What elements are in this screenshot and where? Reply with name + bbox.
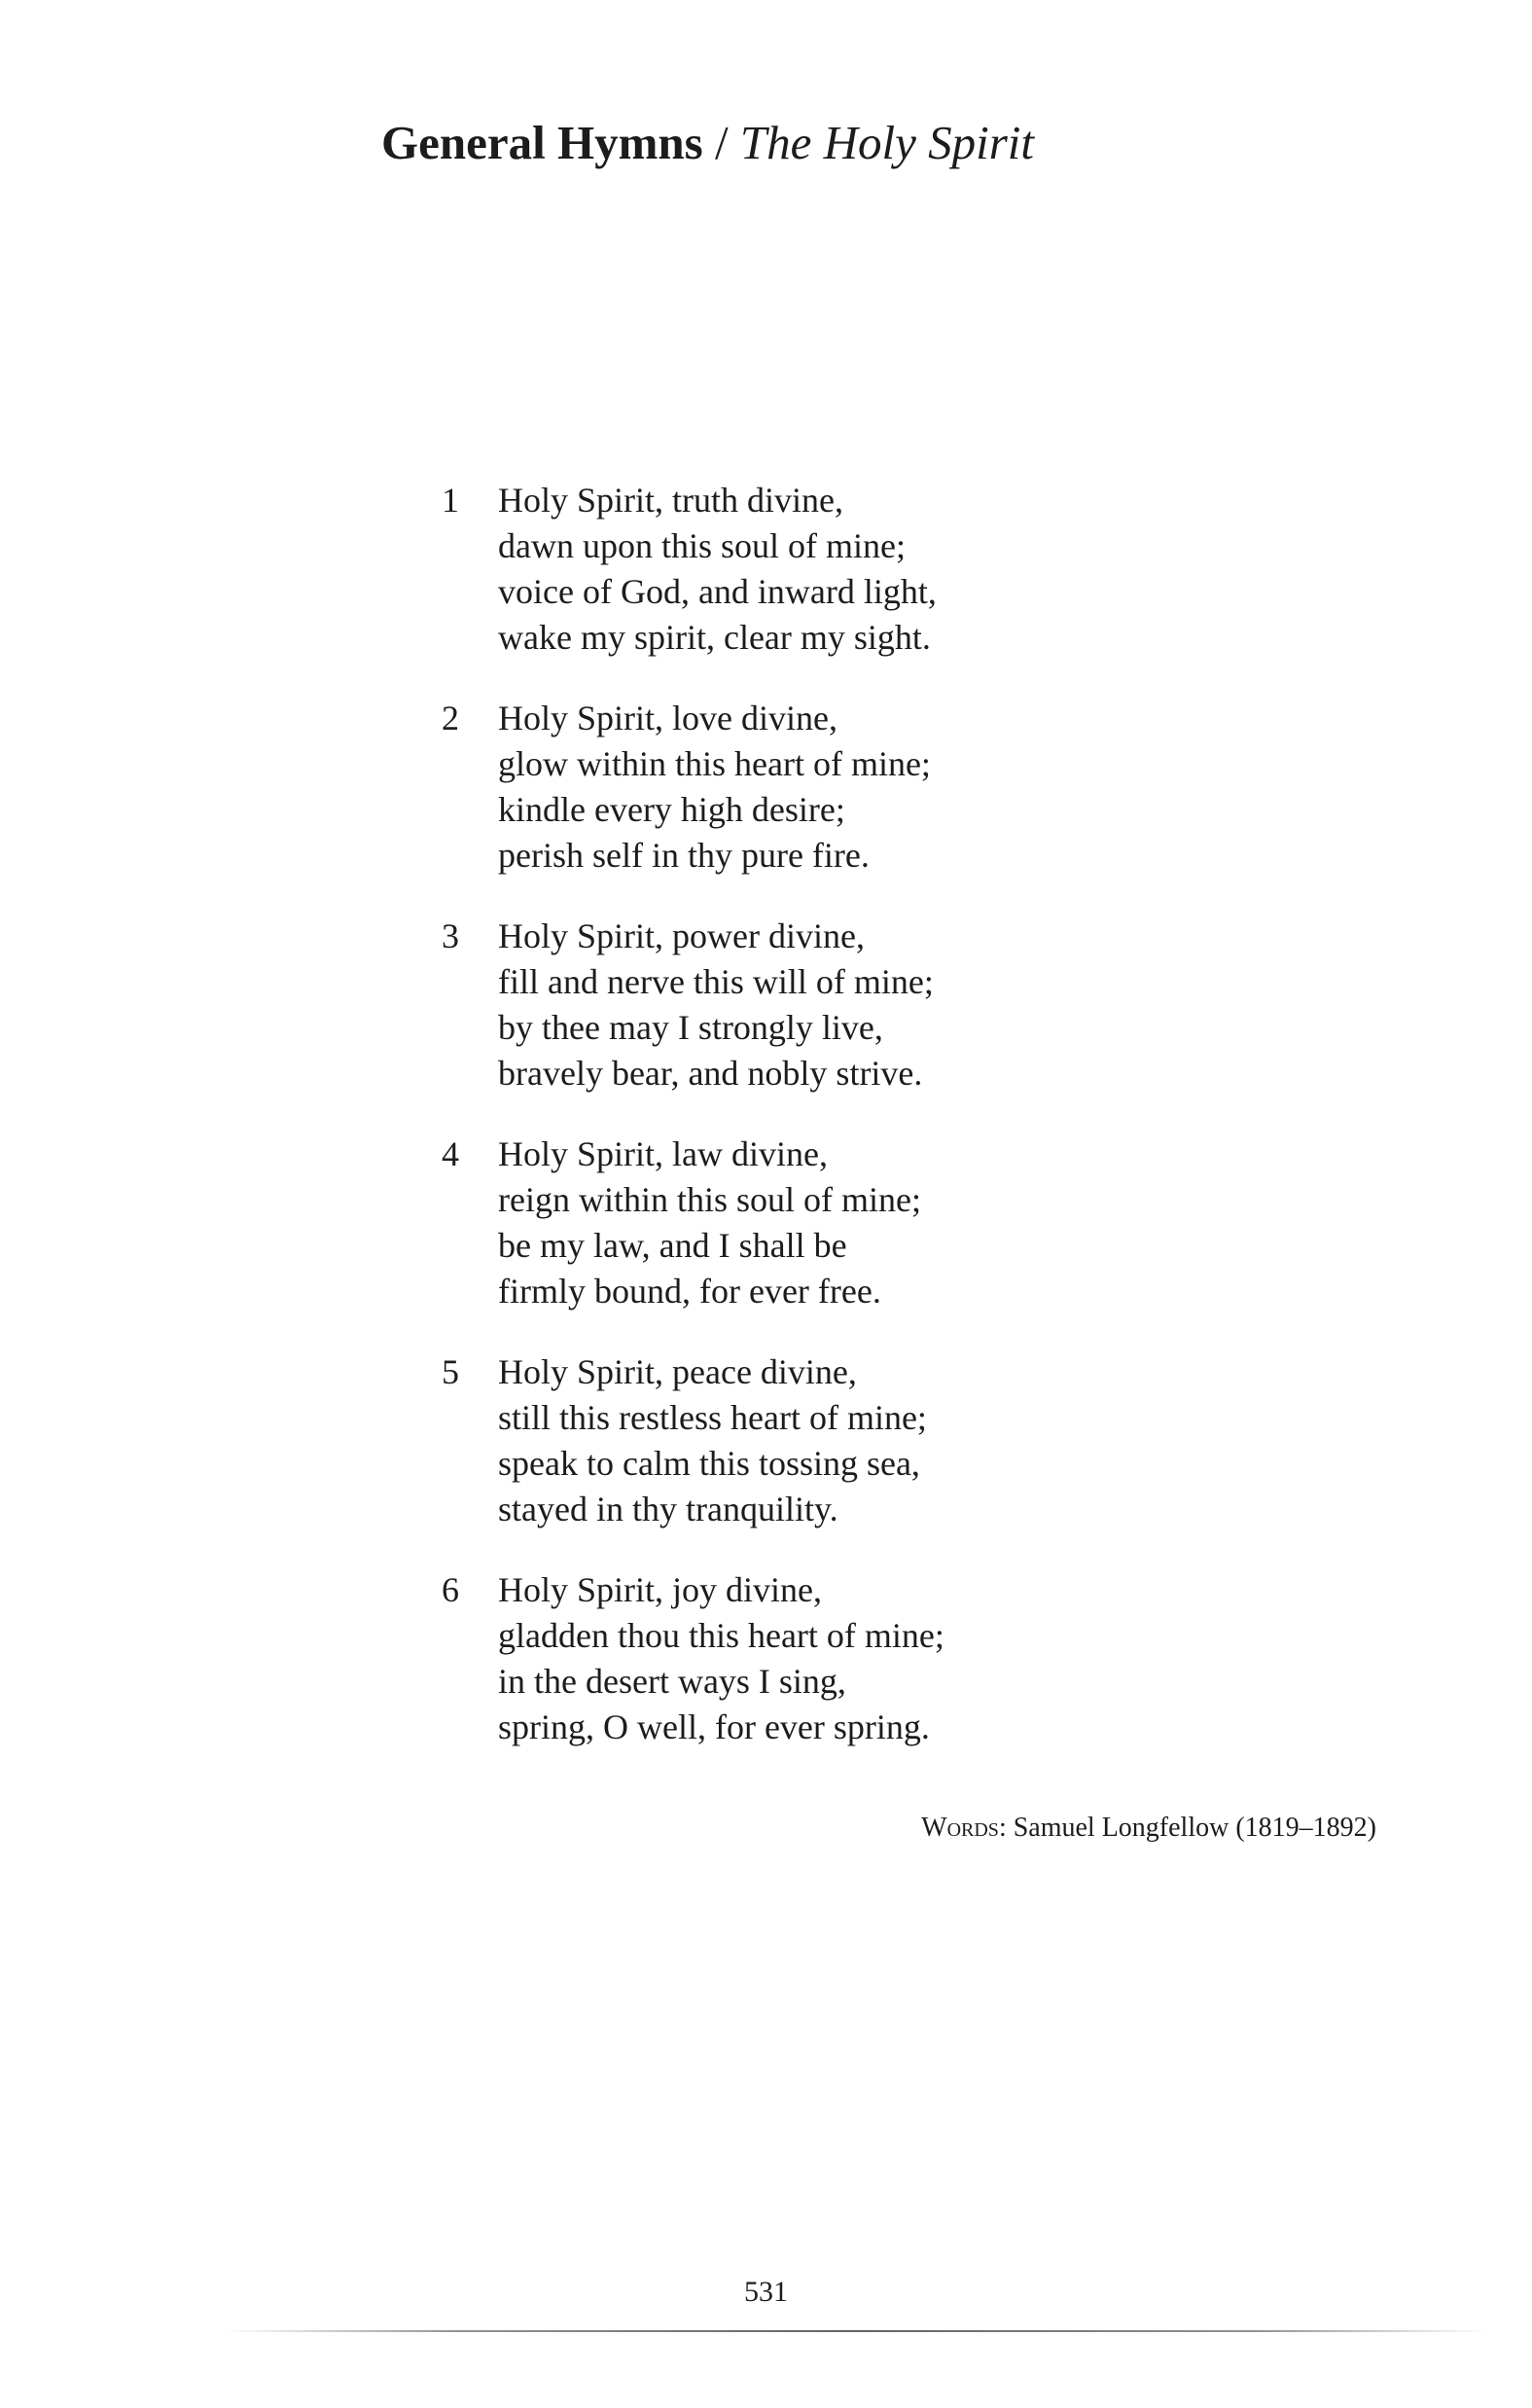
hymn-line: perish self in thy pure fire. xyxy=(498,836,870,875)
hymn-credit xyxy=(921,1813,1376,1844)
hymn-line: Holy Spirit, love divine, xyxy=(498,699,837,737)
stanza xyxy=(442,1132,1122,1314)
hymn-line: be my law, and I shall be xyxy=(498,1226,847,1265)
stanza-number: 5 xyxy=(442,1352,459,1391)
stanza-lines xyxy=(498,1349,1122,1532)
stanza-lines xyxy=(498,914,1122,1096)
stanza xyxy=(442,1567,1122,1750)
stanza-number: 2 xyxy=(442,699,459,737)
section-title: General Hymns xyxy=(381,116,703,169)
hymn-line: gladden thou this heart of mine; xyxy=(498,1616,944,1655)
stanza-lines xyxy=(498,1567,1122,1750)
page-number: 531 xyxy=(744,2276,788,2308)
hymn-line: firmly bound, for ever free. xyxy=(498,1272,881,1311)
stanza-number: 4 xyxy=(442,1134,459,1173)
hymn-line: still this restless heart of mine; xyxy=(498,1398,927,1437)
hymn-line: kindle every high desire; xyxy=(498,790,845,829)
credit-label: Words xyxy=(921,1813,999,1843)
stanza-lines xyxy=(498,696,1122,879)
hymn-line: spring, O well, for ever spring. xyxy=(498,1707,930,1746)
credit-separator: : xyxy=(998,1813,1014,1843)
hymn-line: dawn upon this soul of mine; xyxy=(498,526,906,565)
stanza xyxy=(442,914,1122,1096)
stanza-lines xyxy=(498,478,1122,661)
hymn-line: speak to calm this tossing sea, xyxy=(498,1444,920,1483)
credit-author: Samuel Longfellow (1819–1892) xyxy=(1013,1813,1376,1843)
stanza-number: 6 xyxy=(442,1570,459,1609)
stanza-number: 3 xyxy=(442,916,459,955)
hymn-line: Holy Spirit, peace divine, xyxy=(498,1352,857,1391)
stanza xyxy=(442,1349,1122,1532)
hymn-line: bravely bear, and nobly strive. xyxy=(498,1054,923,1093)
hymn-line: glow within this heart of mine; xyxy=(498,744,931,783)
stanza xyxy=(442,696,1122,879)
hymn-line: Holy Spirit, power divine, xyxy=(498,916,865,955)
hymn-line: by thee may I strongly live, xyxy=(498,1008,883,1047)
hymn-line: fill and nerve this will of mine; xyxy=(498,962,934,1001)
hymn-line: in the desert ways I sing, xyxy=(498,1662,846,1701)
hymn-line: Holy Spirit, joy divine, xyxy=(498,1570,822,1609)
hymn-line: stayed in thy tranquility. xyxy=(498,1490,838,1528)
header-separator: / xyxy=(702,116,740,169)
footer-rule xyxy=(224,2330,1488,2332)
page-header xyxy=(381,115,1034,172)
hymn-line: voice of God, and inward light, xyxy=(498,572,937,611)
stanza-lines xyxy=(498,1132,1122,1314)
hymn-line: wake my spirit, clear my sight. xyxy=(498,618,931,657)
hymn-line: reign within this soul of mine; xyxy=(498,1180,921,1219)
hymn-line: Holy Spirit, law divine, xyxy=(498,1134,828,1173)
stanza-number: 1 xyxy=(442,481,459,520)
hymn-text xyxy=(442,478,1122,1785)
hymn-line: Holy Spirit, truth divine, xyxy=(498,481,843,520)
subsection-title: The Holy Spirit xyxy=(739,116,1035,169)
stanza xyxy=(442,478,1122,661)
